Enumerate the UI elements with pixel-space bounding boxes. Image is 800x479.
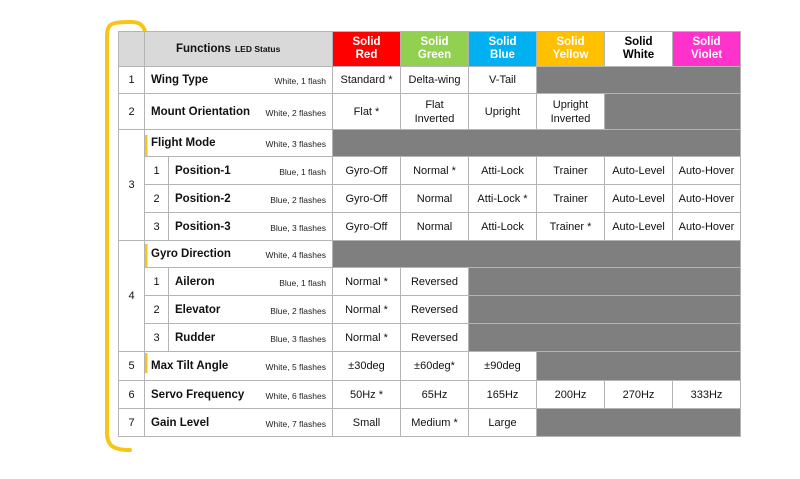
table-row [119,381,741,409]
value-cell: 65Hz [401,381,469,409]
filler-cell [333,241,741,268]
sub-function-cell [169,213,333,241]
sub-function-name: Rudder [175,331,216,344]
table-row [119,241,741,268]
table-row [119,157,741,185]
sub-function-cell [169,296,333,324]
filler-cell [469,324,741,352]
function-name: Servo Frequency [151,388,245,401]
value-cell: Auto-Hover [673,185,741,213]
row-number: 3 [119,130,145,241]
sub-function-name: Position-2 [175,192,231,205]
flash-indicator: Blue, 2 flashes [270,305,326,316]
value-cell: Upright [469,94,537,130]
value-cell: Normal * [401,157,469,185]
sub-function-cell [169,268,333,296]
value-cell: Normal * [333,268,401,296]
function-cell [145,94,333,130]
value-cell: V-Tail [469,67,537,94]
table-row [119,94,741,130]
sub-row-number: 1 [145,157,169,185]
flash-indicator: White, 3 flashes [265,139,326,149]
led-function-table [118,31,741,437]
value-cell: Upright Inverted [537,94,605,130]
function-name: Gain Level [151,416,210,429]
value-cell: Atti-Lock [469,213,537,241]
function-name: Gyro Direction [151,248,231,260]
flash-indicator: Blue, 3 flashes [270,222,326,233]
value-cell: Atti-Lock * [469,185,537,213]
flash-indicator: White, 1 flash [274,76,326,86]
flash-indicator: Blue, 3 flashes [270,333,326,344]
col-header-yellow: Solid Yellow [537,32,605,67]
filler-cell [333,130,741,157]
row-number: 5 [119,352,145,381]
function-name: Flight Mode [151,137,216,149]
sub-function-name: Position-3 [175,220,231,233]
value-cell: Normal [401,185,469,213]
value-cell: Reversed [401,324,469,352]
table-row [119,268,741,296]
sub-function-cell [169,157,333,185]
value-cell: Normal * [333,324,401,352]
flash-indicator: White, 2 flashes [265,107,326,118]
col-header-violet: Solid Violet [673,32,741,67]
value-cell: 50Hz * [333,381,401,409]
sub-row-number: 2 [145,296,169,324]
value-cell: Reversed [401,296,469,324]
sub-row-number: 1 [145,268,169,296]
table-row [119,213,741,241]
led-status-label: LED Status [234,44,281,54]
function-cell [145,352,333,381]
value-cell: ±60deg* [401,352,469,381]
sub-row-number: 3 [145,213,169,241]
header-num-cell [119,32,145,67]
sub-function-cell [169,324,333,352]
flash-indicator: White, 7 flashes [265,418,326,429]
value-cell: Trainer [537,185,605,213]
col-header-green: Solid Green [401,32,469,67]
row-number: 4 [119,241,145,352]
table-row [119,352,741,381]
value-cell: Gyro-Off [333,157,401,185]
filler-cell [537,67,741,94]
filler-cell [537,409,741,437]
flash-indicator: Blue, 2 flashes [270,194,326,205]
value-cell: Reversed [401,268,469,296]
flash-indicator: White, 6 flashes [265,390,326,401]
col-header-blue: Solid Blue [469,32,537,67]
table-row [119,296,741,324]
row-number: 7 [119,409,145,437]
value-cell: Delta-wing [401,67,469,94]
value-cell: Auto-Level [605,185,673,213]
function-cell [145,381,333,409]
row-number: 6 [119,381,145,409]
functions-title: Functions [176,43,231,55]
value-cell: 333Hz [673,381,741,409]
value-cell: Trainer [537,157,605,185]
value-cell: Flat * [333,94,401,130]
flash-indicator: Blue, 1 flash [279,166,326,177]
value-cell: ±90deg [469,352,537,381]
filler-cell [469,296,741,324]
function-cell [145,241,333,268]
value-cell: Gyro-Off [333,213,401,241]
value-cell: Auto-Hover [673,213,741,241]
table-row [119,324,741,352]
value-cell: Trainer * [537,213,605,241]
sub-function-name: Position-1 [175,164,231,177]
table-row [119,409,741,437]
function-name: Max Tilt Angle [151,360,229,372]
value-cell: Auto-Level [605,157,673,185]
value-cell: Auto-Level [605,213,673,241]
function-cell [145,67,333,94]
value-cell: Medium * [401,409,469,437]
filler-cell [605,94,741,130]
value-cell: Large [469,409,537,437]
function-cell [145,130,333,157]
value-cell: 270Hz [605,381,673,409]
sub-function-cell [169,185,333,213]
flash-indicator: White, 4 flashes [265,250,326,260]
col-header-red: Solid Red [333,32,401,67]
row-number: 2 [119,94,145,130]
value-cell: Atti-Lock [469,157,537,185]
col-header-white: Solid White [605,32,673,67]
value-cell: Auto-Hover [673,157,741,185]
value-cell: 200Hz [537,381,605,409]
table-row [119,67,741,94]
table-row [119,185,741,213]
value-cell: Normal * [333,296,401,324]
sub-row-number: 2 [145,185,169,213]
value-cell: ±30deg [333,352,401,381]
value-cell: Gyro-Off [333,185,401,213]
value-cell: Flat Inverted [401,94,469,130]
sub-function-name: Elevator [175,303,221,316]
header-functions-cell [145,32,333,67]
function-name: Wing Type [151,74,209,86]
sub-function-name: Aileron [175,275,215,288]
row-number: 1 [119,67,145,94]
value-cell: Small [333,409,401,437]
value-cell: Standard * [333,67,401,94]
function-cell [145,409,333,437]
header-row [119,32,741,67]
flash-indicator: Blue, 1 flash [279,277,326,288]
value-cell: 165Hz [469,381,537,409]
table-row [119,130,741,157]
value-cell: Normal [401,213,469,241]
function-name: Mount Orientation [151,105,251,118]
filler-cell [537,352,741,381]
sub-row-number: 3 [145,324,169,352]
flash-indicator: White, 5 flashes [265,362,326,372]
filler-cell [469,268,741,296]
